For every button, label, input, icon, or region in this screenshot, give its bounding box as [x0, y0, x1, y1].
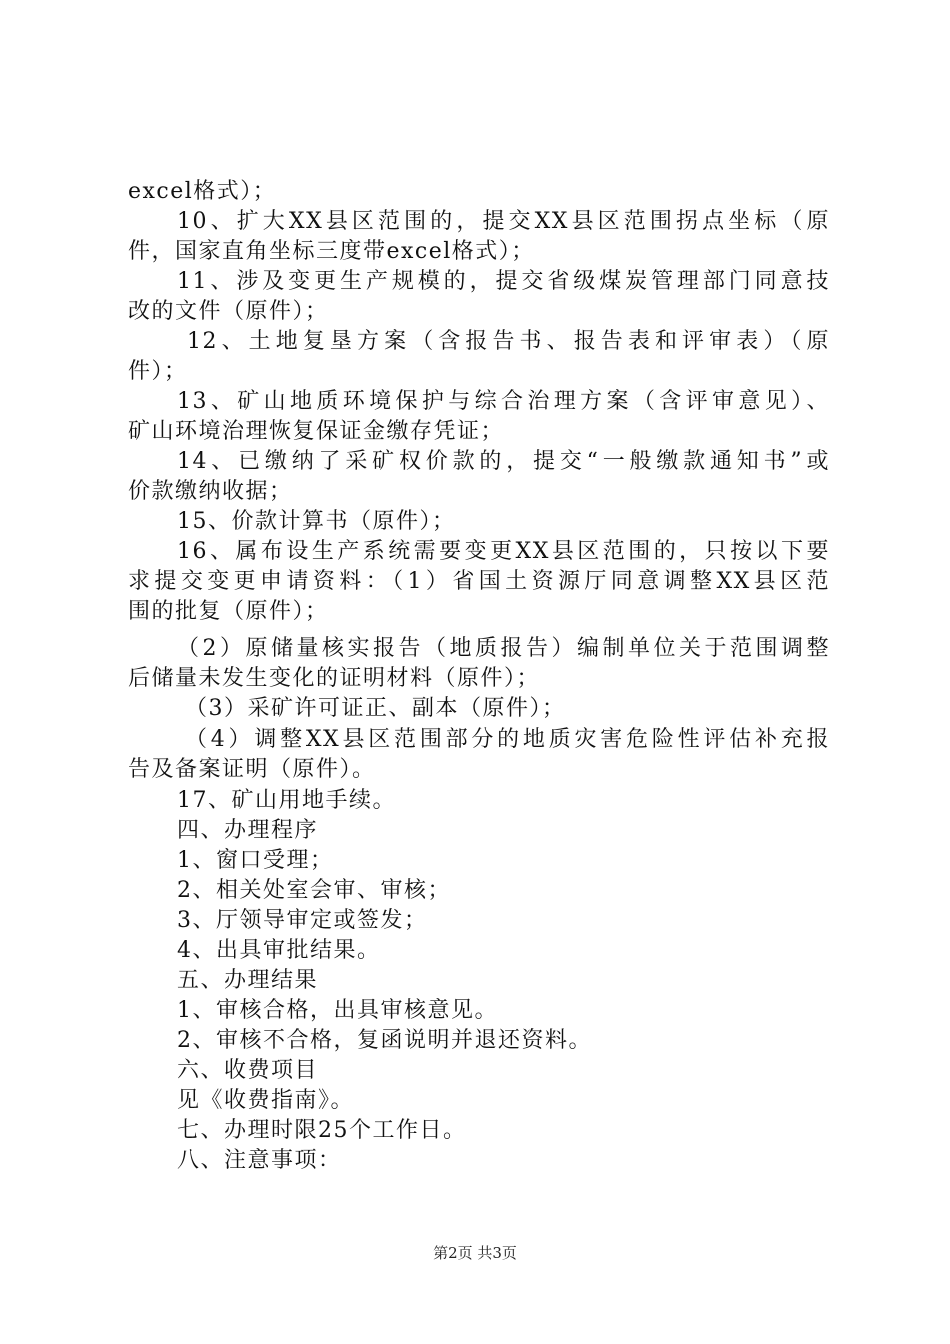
text-line: 13、矿山地质环境保护与综合治理方案（含评审意见）、	[177, 389, 830, 414]
text-line: 2、审核不合格，复函说明并退还资料。	[177, 1028, 592, 1053]
text-line: 见《收费指南》。	[177, 1088, 355, 1113]
text-line: 12、土地复垦方案（含报告书、报告表和评审表）（原	[187, 329, 830, 354]
text-line: 10、扩大XX县区范围的，提交XX县区范围拐点坐标（原	[177, 209, 830, 234]
text-line: （3）采矿许可证正、副本（原件）；	[185, 696, 566, 721]
text-line: 1、审核合格，出具审核意见。	[177, 998, 498, 1023]
text-line: 改的文件（原件）；	[128, 299, 329, 324]
text-line: 1、窗口受理；	[177, 848, 334, 873]
text-line: 14、已缴纳了采矿权价款的，提交“一般缴款通知书”或	[177, 449, 830, 474]
page-indicator: 第2页 共3页	[433, 1244, 517, 1262]
text-line: 4、出具审批结果。	[177, 938, 381, 963]
text-line: 六、收费项目	[177, 1058, 319, 1083]
text-line: 价款缴纳收据；	[128, 479, 293, 504]
text-line: 八、注意事项：	[177, 1148, 342, 1173]
text-line: 五、办理结果	[177, 968, 319, 993]
text-line: 矿山环境治理恢复保证金缴存凭证；	[128, 419, 505, 444]
text-line: 2、相关处室会审、审核；	[177, 878, 451, 903]
text-line: excel格式）；	[128, 179, 277, 204]
text-line: 3、厅领导审定或签发；	[177, 908, 428, 933]
text-line: 17、矿山用地手续。	[177, 788, 396, 813]
text-line: 告及备案证明（原件）。	[128, 757, 376, 782]
text-line: 11、涉及变更生产规模的，提交省级煤炭管理部门同意技	[177, 269, 830, 294]
text-line: 围的批复（原件）；	[128, 599, 329, 624]
text-line: （2）原储量核实报告（地质报告）编制单位关于范围调整	[177, 636, 830, 661]
text-line: （4）调整XX县区范围部分的地质灾害危险性评估补充报	[185, 727, 830, 752]
text-line: 四、办理程序	[177, 818, 319, 843]
text-line: 15、价款计算书（原件）；	[177, 509, 456, 534]
text-line: 后储量未发生变化的证明材料（原件）；	[128, 666, 541, 691]
text-line: 求提交变更申请资料：（1）省国土资源厅同意调整XX县区范	[128, 569, 830, 594]
text-line: 16、属布设生产系统需要变更XX县区范围的，只按以下要	[177, 539, 830, 564]
text-line: 件，国家直角坐标三度带excel格式）；	[128, 239, 535, 264]
text-line: 七、办理时限25个工作日。	[177, 1118, 467, 1143]
text-line: 件）；	[128, 359, 188, 384]
